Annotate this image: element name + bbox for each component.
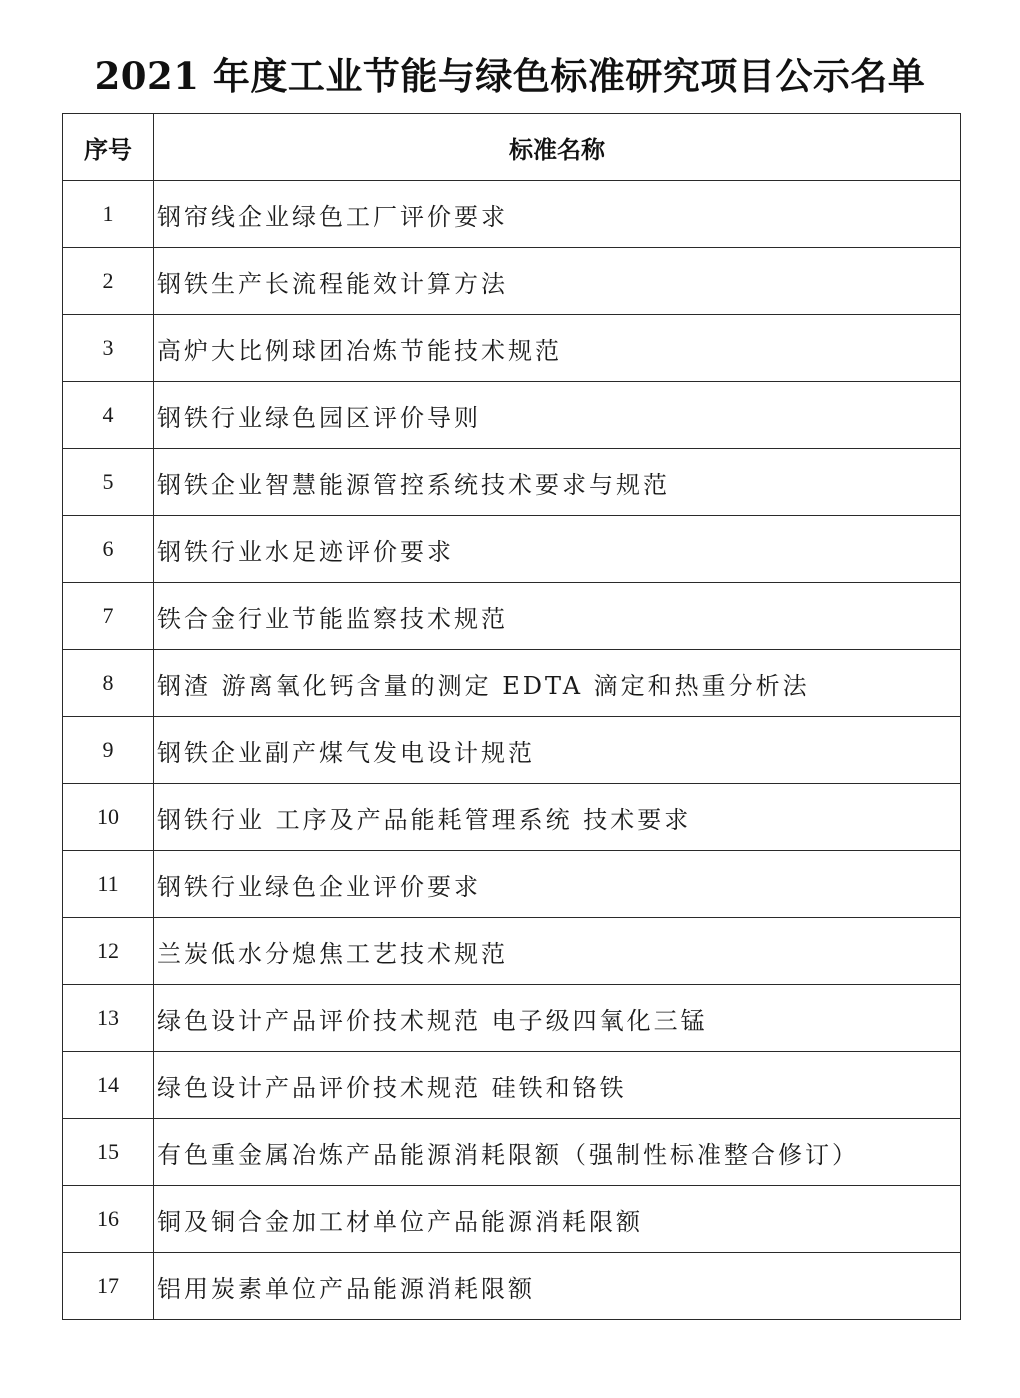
table-row [63, 583, 961, 650]
column-header-number: 序号 [63, 114, 154, 181]
row-number: 2 [63, 248, 154, 315]
standard-name: 钢铁生产长流程能效计算方法 [154, 248, 961, 315]
table-row [63, 315, 961, 382]
row-number: 1 [63, 181, 154, 248]
standard-name: 钢铁企业智慧能源管控系统技术要求与规范 [154, 449, 961, 516]
standard-name: 铜及铜合金加工材单位产品能源消耗限额 [154, 1186, 961, 1253]
standard-name: 钢铁行业绿色园区评价导则 [154, 382, 961, 449]
row-number: 15 [63, 1119, 154, 1186]
standard-name: 兰炭低水分熄焦工艺技术规范 [154, 918, 961, 985]
standard-name: 钢铁行业水足迹评价要求 [154, 516, 961, 583]
standard-name: 铝用炭素单位产品能源消耗限额 [154, 1253, 961, 1320]
row-number: 16 [63, 1186, 154, 1253]
standard-name: 钢铁企业副产煤气发电设计规范 [154, 717, 961, 784]
standard-name: 钢铁行业 工序及产品能耗管理系统 技术要求 [154, 784, 961, 851]
row-number: 5 [63, 449, 154, 516]
column-header-standard-name: 标准名称 [154, 114, 961, 181]
row-number: 12 [63, 918, 154, 985]
row-number: 17 [63, 1253, 154, 1320]
row-number: 13 [63, 985, 154, 1052]
standard-name: 铁合金行业节能监察技术规范 [154, 583, 961, 650]
document-title: 2021 年度工业节能与绿色标准研究项目公示名单 [94, 54, 926, 98]
table-row [63, 717, 961, 784]
table-row [63, 449, 961, 516]
row-number: 11 [63, 851, 154, 918]
table-row [63, 784, 961, 851]
row-number: 6 [63, 516, 154, 583]
standard-name: 钢铁行业绿色企业评价要求 [154, 851, 961, 918]
table-row [63, 918, 961, 985]
standard-name: 钢渣 游离氧化钙含量的测定 EDTA 滴定和热重分析法 [154, 650, 961, 717]
standard-name: 高炉大比例球团冶炼节能技术规范 [154, 315, 961, 382]
row-number: 3 [63, 315, 154, 382]
table-row [63, 382, 961, 449]
row-number: 9 [63, 717, 154, 784]
standards-table [62, 113, 961, 1320]
table-row [63, 1186, 961, 1253]
standard-name: 绿色设计产品评价技术规范 电子级四氧化三锰 [154, 985, 961, 1052]
table-row [63, 1253, 961, 1320]
row-number: 7 [63, 583, 154, 650]
row-number: 14 [63, 1052, 154, 1119]
table-row [63, 181, 961, 248]
table-header-row [63, 114, 961, 181]
table-row [63, 650, 961, 717]
standard-name: 绿色设计产品评价技术规范 硅铁和铬铁 [154, 1052, 961, 1119]
standard-name: 有色重金属冶炼产品能源消耗限额（强制性标准整合修订） [154, 1119, 961, 1186]
standard-name: 钢帘线企业绿色工厂评价要求 [154, 181, 961, 248]
row-number: 4 [63, 382, 154, 449]
table-row [63, 851, 961, 918]
table-row [63, 1052, 961, 1119]
table-row [63, 1119, 961, 1186]
table-row [63, 248, 961, 315]
row-number: 8 [63, 650, 154, 717]
table-row [63, 516, 961, 583]
row-number: 10 [63, 784, 154, 851]
table-row [63, 985, 961, 1052]
